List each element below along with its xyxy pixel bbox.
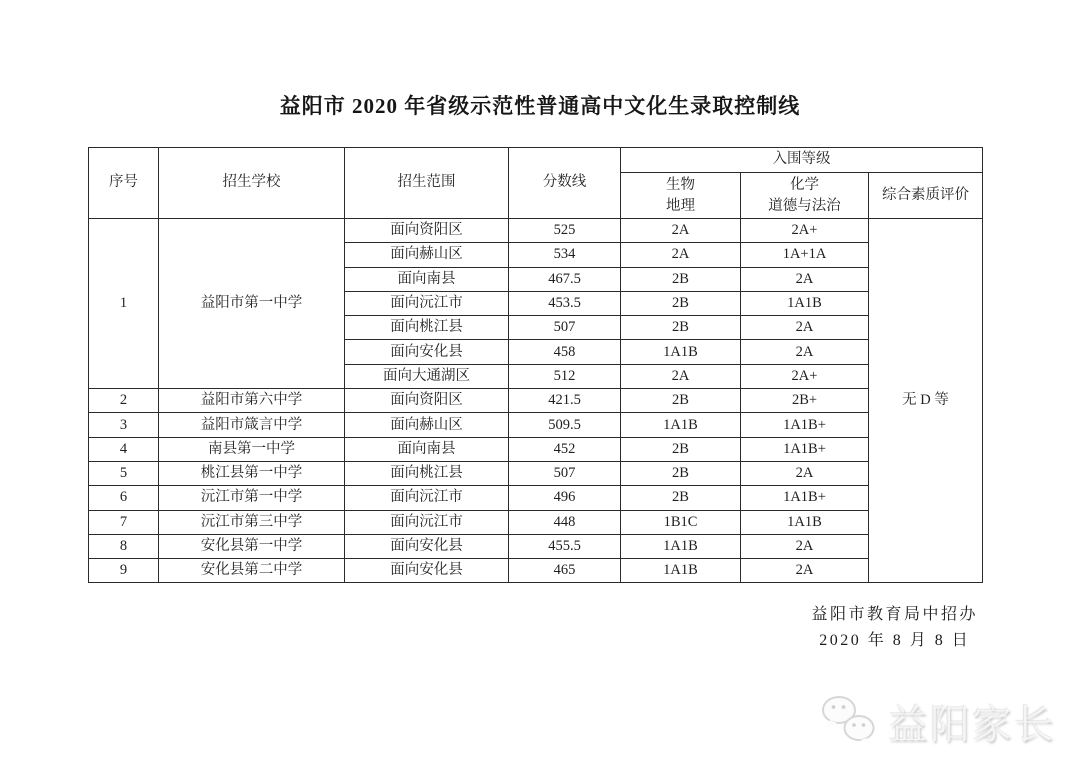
school-name-cell: 安化县第一中学 (159, 534, 345, 558)
bio-geo-grade-cell: 1A1B (621, 340, 741, 364)
score-cell: 509.5 (509, 413, 621, 437)
wechat-icon (818, 692, 880, 751)
header-chem-line2: 道德与法治 (768, 197, 841, 214)
scope-cell: 面向沅江市 (345, 291, 509, 315)
signature-org: 益阳市教育局中招办 (811, 606, 978, 623)
header-bio-line2: 地理 (666, 197, 695, 214)
scope-cell: 面向资阳区 (345, 389, 509, 413)
table-row (89, 389, 983, 413)
bio-geo-grade-cell: 2A (621, 243, 741, 267)
school-name-cell: 南县第一中学 (159, 437, 345, 461)
chem-moral-grade-cell: 2A (741, 559, 869, 583)
header-evaluation: 综合素质评价 (869, 173, 983, 219)
chem-moral-grade-cell: 1A1B+ (741, 437, 869, 461)
score-cell: 452 (509, 437, 621, 461)
scope-cell: 面向沅江市 (345, 510, 509, 534)
score-cell: 496 (509, 486, 621, 510)
score-cell: 448 (509, 510, 621, 534)
signature-date: 2020 年 8 月 8 日 (819, 632, 971, 649)
scope-cell: 面向桃江县 (345, 461, 509, 485)
scope-cell: 面向沅江市 (345, 486, 509, 510)
chem-moral-grade-cell: 2A (741, 534, 869, 558)
score-cell: 525 (509, 219, 621, 243)
header-qualification-group: 入围等级 (621, 148, 983, 173)
chem-moral-grade-cell: 1A1B (741, 510, 869, 534)
scope-cell: 面向桃江县 (345, 316, 509, 340)
scope-cell: 面向南县 (345, 437, 509, 461)
row-number-cell: 8 (89, 534, 159, 558)
score-cell: 507 (509, 461, 621, 485)
chem-moral-grade-cell: 2A (741, 316, 869, 340)
school-name-cell: 安化县第二中学 (159, 559, 345, 583)
scope-cell: 面向赫山区 (345, 243, 509, 267)
bio-geo-grade-cell: 2B (621, 461, 741, 485)
score-cell: 465 (509, 559, 621, 583)
school-name-cell: 益阳市第六中学 (159, 389, 345, 413)
scope-cell: 面向资阳区 (345, 219, 509, 243)
bio-geo-grade-cell: 1A1B (621, 559, 741, 583)
bio-geo-grade-cell: 2B (621, 389, 741, 413)
chem-moral-grade-cell: 1A1B+ (741, 486, 869, 510)
score-cell: 453.5 (509, 291, 621, 315)
table-row (89, 437, 983, 461)
header-row-1 (89, 148, 983, 173)
row-number-cell: 1 (89, 219, 159, 389)
bio-geo-grade-cell: 2B (621, 291, 741, 315)
school-name-cell: 沅江市第三中学 (159, 510, 345, 534)
score-cell: 421.5 (509, 389, 621, 413)
table-row (89, 559, 983, 583)
evaluation-cell: 无 D 等 (869, 219, 983, 583)
table-row (89, 219, 983, 243)
score-cell: 455.5 (509, 534, 621, 558)
header-bio-line1: 生物 (666, 176, 695, 193)
header-bio-geo (621, 173, 741, 219)
table-row (89, 510, 983, 534)
bio-geo-grade-cell: 2A (621, 364, 741, 388)
bio-geo-grade-cell: 2A (621, 219, 741, 243)
bio-geo-grade-cell: 2B (621, 316, 741, 340)
header-school: 招生学校 (159, 148, 345, 219)
admission-score-table (88, 147, 983, 583)
watermark-text: 益阳家长 (888, 702, 1056, 747)
chem-moral-grade-cell: 1A1B (741, 291, 869, 315)
row-number-cell: 3 (89, 413, 159, 437)
score-cell: 507 (509, 316, 621, 340)
school-name-cell: 益阳市第一中学 (159, 219, 345, 389)
chem-moral-grade-cell: 1A1B+ (741, 413, 869, 437)
chem-moral-grade-cell: 2A+ (741, 364, 869, 388)
header-chem-moral (741, 173, 869, 219)
scope-cell: 面向安化县 (345, 559, 509, 583)
score-cell: 458 (509, 340, 621, 364)
chem-moral-grade-cell: 2B+ (741, 389, 869, 413)
table-row (89, 486, 983, 510)
scope-cell: 面向大通湖区 (345, 364, 509, 388)
header-no: 序号 (89, 148, 159, 219)
chem-moral-grade-cell: 1A+1A (741, 243, 869, 267)
row-number-cell: 5 (89, 461, 159, 485)
page-title: 益阳市 2020 年省级示范性普通高中文化生录取控制线 (279, 94, 801, 118)
row-number-cell: 7 (89, 510, 159, 534)
header-scope: 招生范围 (345, 148, 509, 219)
chem-moral-grade-cell: 2A (741, 267, 869, 291)
table-row (89, 461, 983, 485)
watermark (818, 692, 1056, 751)
bio-geo-grade-cell: 1B1C (621, 510, 741, 534)
bio-geo-grade-cell: 2B (621, 267, 741, 291)
table-row (89, 413, 983, 437)
scope-cell: 面向安化县 (345, 340, 509, 364)
signature-block (811, 602, 978, 654)
table-row (89, 534, 983, 558)
school-name-cell: 益阳市箴言中学 (159, 413, 345, 437)
scope-cell: 面向安化县 (345, 534, 509, 558)
row-number-cell: 9 (89, 559, 159, 583)
score-cell: 512 (509, 364, 621, 388)
score-cell: 467.5 (509, 267, 621, 291)
bio-geo-grade-cell: 1A1B (621, 413, 741, 437)
score-cell: 534 (509, 243, 621, 267)
chem-moral-grade-cell: 2A+ (741, 219, 869, 243)
bio-geo-grade-cell: 2B (621, 486, 741, 510)
bio-geo-grade-cell: 1A1B (621, 534, 741, 558)
header-chem-line1: 化学 (790, 176, 819, 193)
scope-cell: 面向南县 (345, 267, 509, 291)
school-name-cell: 桃江县第一中学 (159, 461, 345, 485)
row-number-cell: 2 (89, 389, 159, 413)
scope-cell: 面向赫山区 (345, 413, 509, 437)
chem-moral-grade-cell: 2A (741, 461, 869, 485)
bio-geo-grade-cell: 2B (621, 437, 741, 461)
header-score: 分数线 (509, 148, 621, 219)
row-number-cell: 4 (89, 437, 159, 461)
row-number-cell: 6 (89, 486, 159, 510)
chem-moral-grade-cell: 2A (741, 340, 869, 364)
table-body (89, 219, 983, 583)
school-name-cell: 沅江市第一中学 (159, 486, 345, 510)
